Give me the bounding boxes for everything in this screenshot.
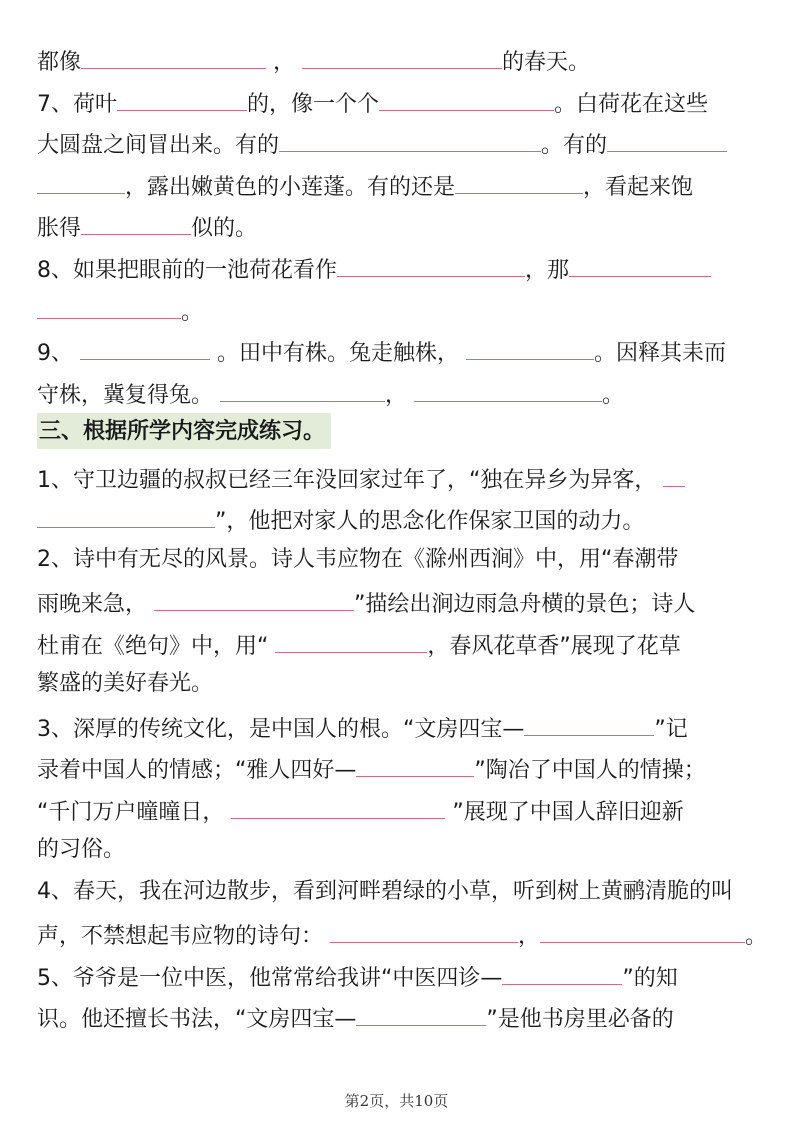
answer-blank[interactable] xyxy=(607,127,727,152)
s3-question-3-line-2 xyxy=(37,752,706,782)
answer-blank[interactable] xyxy=(663,462,685,487)
s3-question-2-line-3 xyxy=(37,628,681,658)
text: 守株，冀复得兔。 xyxy=(37,383,214,408)
question-9-line-1 xyxy=(37,335,726,365)
text: 胀得 xyxy=(37,216,82,241)
text: 。有的 xyxy=(541,133,608,158)
question-8-line-2 xyxy=(37,294,203,324)
text: ”展现了中国人辞旧迎新 xyxy=(452,800,684,825)
answer-blank[interactable] xyxy=(414,377,602,402)
answer-blank[interactable] xyxy=(275,628,427,653)
answer-blank[interactable] xyxy=(455,169,583,194)
question-7-line-4 xyxy=(37,210,257,240)
text: 大圆盘之间冒出来。有的 xyxy=(37,133,280,158)
text: 的，像一个个 xyxy=(247,92,380,117)
question-7-line-1 xyxy=(37,86,708,116)
text-line xyxy=(37,44,590,74)
answer-blank[interactable] xyxy=(117,86,247,111)
question-9-line-2 xyxy=(37,377,624,407)
answer-blank[interactable] xyxy=(231,794,445,819)
text: 9、 xyxy=(37,341,73,366)
answer-blank[interactable] xyxy=(540,918,745,943)
answer-blank[interactable] xyxy=(37,503,215,528)
s3-question-3-line-1 xyxy=(37,711,688,741)
text: 识。他还擅长书法，“文房四宝— xyxy=(37,1007,357,1032)
text: 。田中有株。兔走触株， xyxy=(217,341,460,366)
answer-blank[interactable] xyxy=(356,1001,486,1026)
answer-blank[interactable] xyxy=(81,44,266,69)
page-number: 第2页，共10页 xyxy=(344,1092,449,1110)
s3-question-2-line-1 xyxy=(37,545,678,575)
answer-blank[interactable] xyxy=(356,752,474,777)
answer-blank[interactable] xyxy=(37,294,181,319)
text: ”描绘出涧边雨急舟横的景色；诗人 xyxy=(354,592,696,617)
s3-question-2-line-2 xyxy=(37,586,695,616)
text: 的春天。 xyxy=(502,50,591,75)
s3-question-4-line-1 xyxy=(37,877,733,907)
answer-blank[interactable] xyxy=(569,252,711,277)
text: 4、春天，我在河边散步，看到河畔碧绿的小草，听到树上黄鹂清脆的叫 xyxy=(37,879,733,904)
answer-blank[interactable] xyxy=(466,335,594,360)
answer-blank[interactable] xyxy=(154,586,354,611)
text: 雨晚来急， xyxy=(37,592,148,617)
answer-blank[interactable] xyxy=(81,210,191,235)
section-heading: 三、根据所学内容完成练习。 xyxy=(37,413,331,449)
text: ，露出嫩黄色的小莲蓬。有的还是 xyxy=(125,175,456,200)
answer-blank[interactable] xyxy=(80,335,210,360)
text: 8、如果把眼前的一池荷花看作 xyxy=(37,258,337,283)
text: ，那 xyxy=(525,258,570,283)
text: ，春风花草香”展现了花草 xyxy=(427,634,681,659)
answer-blank[interactable] xyxy=(279,127,541,152)
text: 录着中国人的情感；“雅人四好— xyxy=(37,758,357,783)
question-7-line-2 xyxy=(37,127,727,157)
answer-blank[interactable] xyxy=(302,44,502,69)
text: 。白荷花在这些 xyxy=(554,92,709,117)
text: 5、爷爷是一位中医，他常常给我讲“中医四诊— xyxy=(37,966,503,991)
s3-question-2-line-4 xyxy=(37,669,213,699)
answer-blank[interactable] xyxy=(524,711,654,736)
s3-question-3-line-4 xyxy=(37,835,125,865)
answer-blank[interactable] xyxy=(337,252,525,277)
text: 似的。 xyxy=(191,216,258,241)
text: 。 xyxy=(602,383,625,408)
text: 繁盛的美好春光。 xyxy=(37,671,214,696)
text: 的习俗。 xyxy=(37,837,126,862)
text: ， xyxy=(518,924,541,949)
text: ”是他书房里必备的 xyxy=(486,1007,674,1032)
answer-blank[interactable] xyxy=(37,169,125,194)
text: 。因释其耒而 xyxy=(594,341,727,366)
text: 声，不禁想起韦应物的诗句： xyxy=(37,924,324,949)
text: ”的知 xyxy=(622,966,678,991)
question-7-line-3 xyxy=(37,169,693,199)
text: 7、荷叶 xyxy=(37,92,117,117)
text: ”，他把对家人的思念化作保家卫国的动力。 xyxy=(215,509,645,534)
answer-blank[interactable] xyxy=(220,377,385,402)
s3-question-3-line-3 xyxy=(37,794,684,824)
answer-blank[interactable] xyxy=(379,86,554,111)
s3-question-5-line-2 xyxy=(37,1001,674,1031)
text: “千门万户曈曈日， xyxy=(37,800,225,825)
s3-question-4-line-2 xyxy=(37,918,767,948)
text: 3、深厚的传统文化，是中国人的根。“文房四宝— xyxy=(37,717,525,742)
answer-blank[interactable] xyxy=(330,918,518,943)
text: ”记 xyxy=(654,717,688,742)
text: ， xyxy=(385,383,408,408)
s3-question-1-line-2 xyxy=(37,503,644,533)
text: 都像 xyxy=(37,50,82,75)
answer-blank[interactable] xyxy=(502,960,622,985)
text: 1、守卫边疆的叔叔已经三年没回家过年了，“独在异乡为异客， xyxy=(37,468,657,493)
s3-question-5-line-1 xyxy=(37,960,678,990)
s3-question-1-line-1 xyxy=(37,462,685,492)
text: ，看起来饱 xyxy=(583,175,694,200)
text: 。 xyxy=(181,300,204,325)
text: 2、诗中有无尽的风景。诗人韦应物在《滁州西涧》中，用“春潮带 xyxy=(37,547,679,572)
question-8-line-1 xyxy=(37,252,711,282)
text: 杜甫在《绝句》中，用“ xyxy=(37,634,269,659)
text: ”陶冶了中国人的情操； xyxy=(474,758,706,783)
text: 。 xyxy=(745,924,768,949)
text: ， xyxy=(273,50,296,75)
